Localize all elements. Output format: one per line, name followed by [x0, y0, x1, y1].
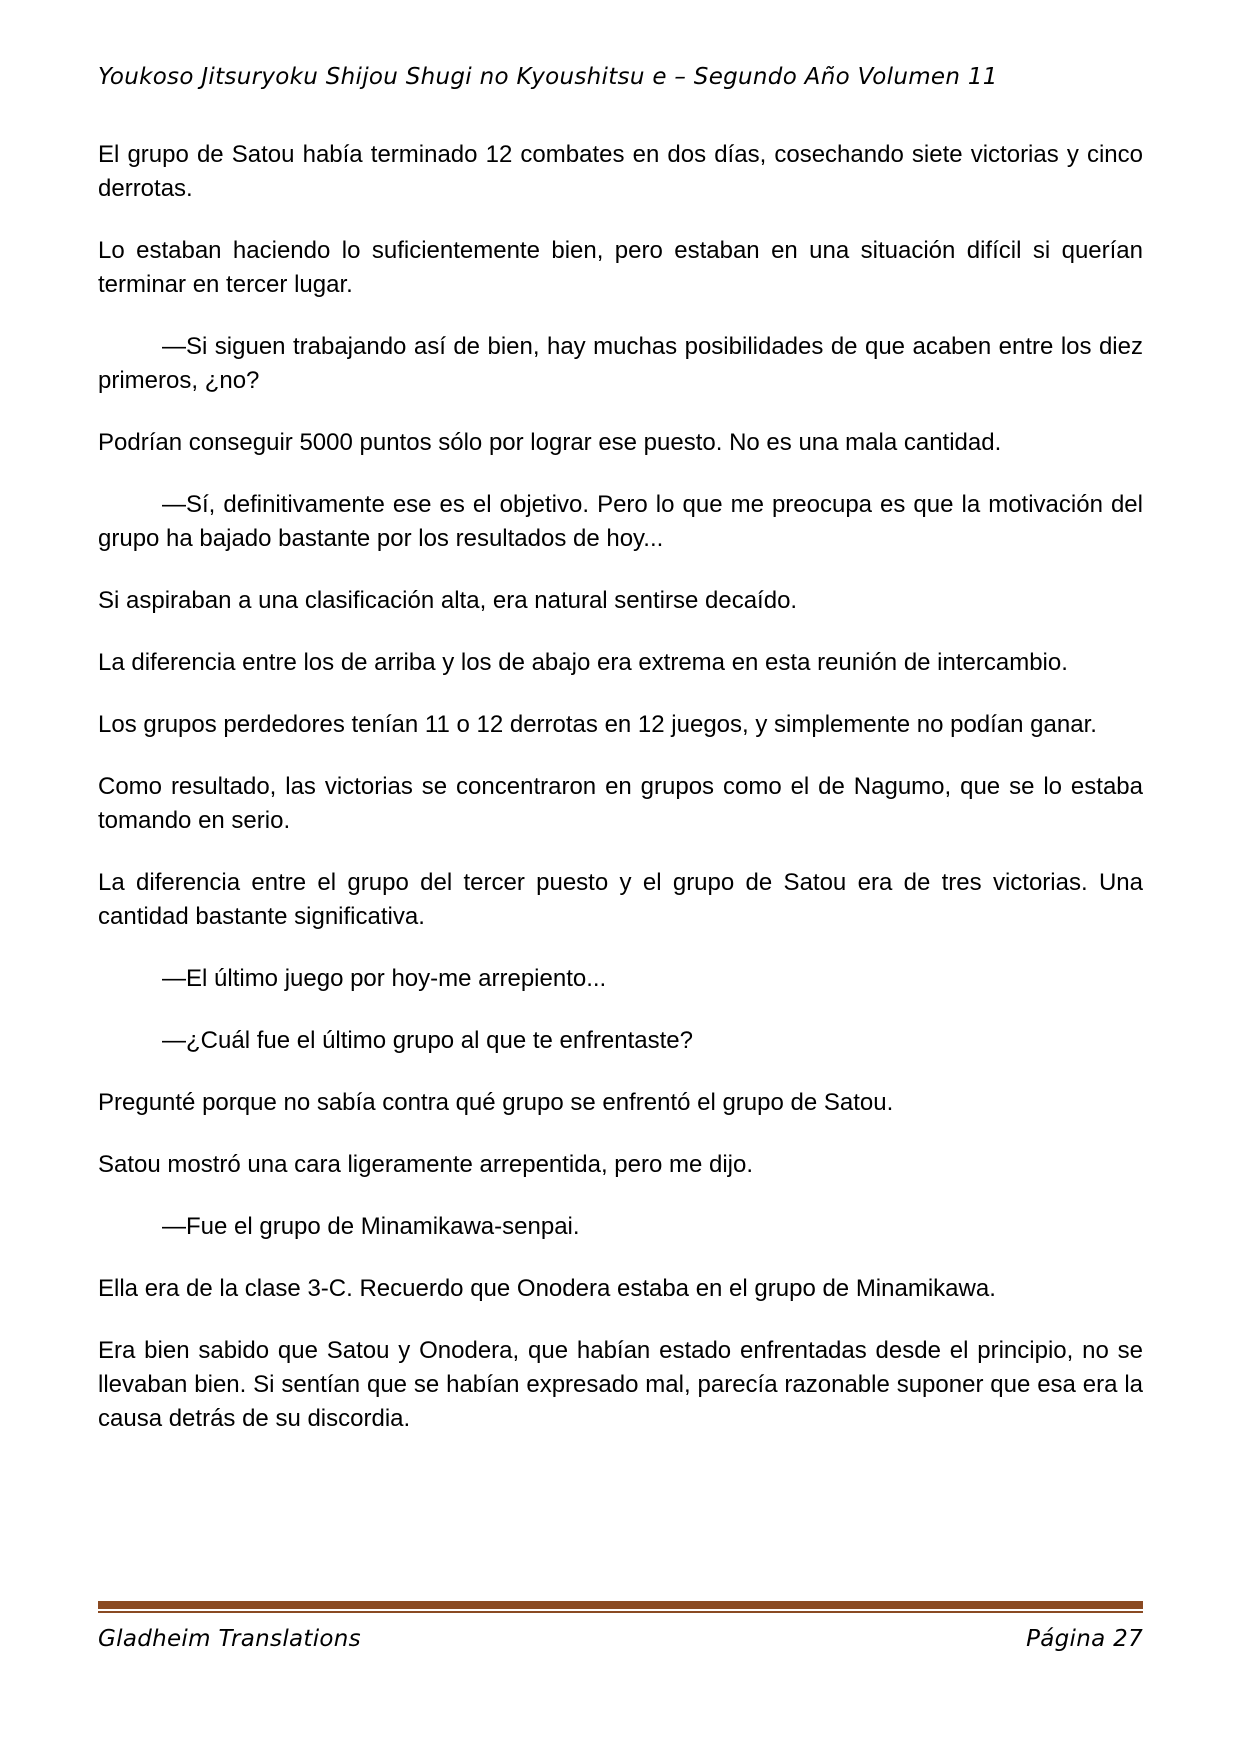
paragraph: El grupo de Satou había terminado 12 combates en dos días, cosechando siete victorias y cinco derrotas. — [98, 141, 1143, 202]
page-header-title: Youkoso Jitsuryoku Shijou Shugi no Kyoushitsu e – Segundo Año Volumen 11 — [98, 64, 998, 90]
paragraph: Los grupos perdedores tenían 11 o 12 derrotas en 12 juegos, y simplemente no podían ganar. — [98, 711, 1097, 738]
footer-page-number: Página 27 — [1026, 1626, 1143, 1652]
paragraph: —Fue el grupo de Minamikawa-senpai. — [162, 1213, 580, 1240]
footer-rule — [98, 1601, 1143, 1613]
paragraph: —Sí, definitivamente ese es el objetivo. Pero lo que me preocupa es que la motivación del grupo ha bajado bastante por los resultados de hoy... — [98, 491, 1143, 552]
paragraph: Si aspiraban a una clasificación alta, era natural sentirse decaído. — [98, 587, 798, 614]
paragraph: Podrían conseguir 5000 puntos sólo por lograr ese puesto. No es una mala cantidad. — [98, 429, 1002, 456]
paragraph: Satou mostró una cara ligeramente arrepentida, pero me dijo. — [98, 1151, 754, 1178]
paragraph: Como resultado, las victorias se concentraron en grupos como el de Nagumo, que se lo estaba tomando en serio. — [98, 773, 1143, 834]
paragraph: Lo estaban haciendo lo suficientemente bien, pero estaban en una situación difícil si querían terminar en tercer lugar. — [98, 237, 1143, 298]
paragraph: Ella era de la clase 3-C. Recuerdo que Onodera estaba en el grupo de Minamikawa. — [98, 1275, 996, 1302]
footer-translator-label: Gladheim Translations — [98, 1626, 361, 1652]
paragraph: —¿Cuál fue el último grupo al que te enfrentaste? — [162, 1027, 693, 1054]
paragraph: Pregunté porque no sabía contra qué grupo se enfrentó el grupo de Satou. — [98, 1089, 894, 1116]
page-footer — [98, 1626, 1143, 1652]
paragraph: La diferencia entre el grupo del tercer puesto y el grupo de Satou era de tres victorias. Una cantidad bastante significativa. — [98, 869, 1143, 930]
body-text — [98, 138, 1143, 1464]
paragraph: Era bien sabido que Satou y Onodera, que habían estado enfrentadas desde el principio, no se llevaban bien. Si sentían que se habían expresado mal, parecía razonable suponer que esa era la causa detrás de su discordia. — [98, 1337, 1143, 1432]
paragraph: —El último juego por hoy-me arrepiento... — [162, 965, 607, 992]
page-header — [98, 64, 1143, 90]
paragraph: —Si siguen trabajando así de bien, hay muchas posibilidades de que acaben entre los diez primeros, ¿no? — [98, 333, 1143, 394]
paragraph: La diferencia entre los de arriba y los de abajo era extrema en esta reunión de intercambio. — [98, 649, 1068, 676]
